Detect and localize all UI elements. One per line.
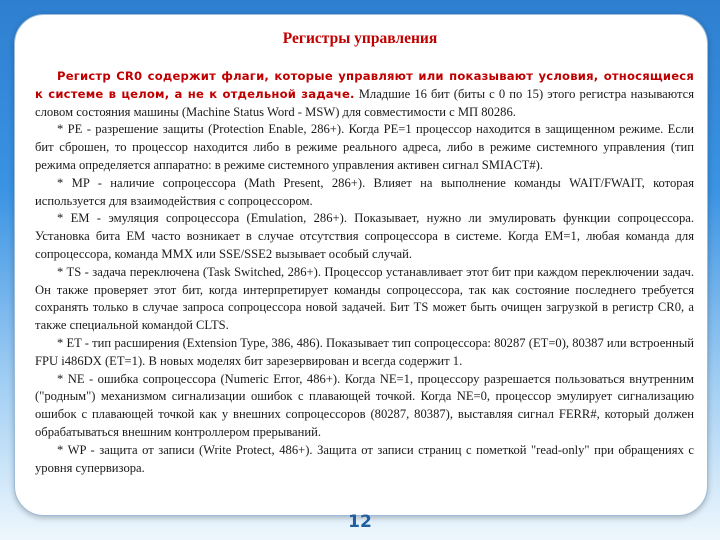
paragraph-ne: * NE - ошибка сопроцессора (Numeric Error, 486+). Когда NE=1, процессору разрешается пользоваться внутренним ("родным") механизмом сигнализации ошибок с плавающей точкой. Когда NE=0, процессор эмулирует сигнализацию ошибок с плавающей точкой как у внешних сопроцессоров (80287, 80387), выставляя сигнал FERR#, который должен обрабатываться внешним контроллером прерываний. [35,371,694,439]
paragraph-ts: * TS - задача переключена (Task Switched, 286+). Процессор устанавливает этот бит при каждом переключении задач. Он также проверяет этот бит, когда интерпретирует команды сопроцессора, так как состояние последнего требуется сохранять только в случае запроса сопроцессора новой задачей. Бит TS может быть очищен загрузкой в регистр CR0, а также специальной командой CLTS. [35,264,694,333]
slide-title: Регистры управления [282,30,438,47]
intro-paragraph [35,68,694,121]
slide-body [35,68,694,477]
paragraph-mp: * MP - наличие сопроцессора (Math Present, 286+). Влияет на выполнение команды WAIT/FWAIT, которая используется для взаимодействия с сопроцессором. [35,175,694,208]
paragraph-wp: * WP - защита от записи (Write Protect, 486+). Защита от записи страниц с пометкой "read-only" при обращениях с уровня супервизора. [35,442,694,475]
paragraph-et: * ET - тип расширения (Extension Type, 386, 486). Показывает тип сопроцессора: 80287 (ET=0), 80387 или встроенный FPU i486DX (ET=1). В новых моделях бит зарезервирован и всегда содержит 1. [35,335,694,368]
page-number: 12 [348,512,372,532]
intro-highlight: Регистр CR0 содержит флаги, которые управляют или показывают условия, относящиеся к системе в целом, а не к отдельной задаче. [35,69,694,101]
paragraph-pe: * PE - разрешение защиты (Protection Enable, 286+). Когда PE=1 процессор находится в защищенном режиме. Если бит сброшен, то процессор находится либо в режиме реального адреса, либо в режиме системного управления (тип режима определяется аппаратно: в режиме системного управления активен сигнал SMIACT#). [35,122,694,172]
intro-rest: Младшие 16 бит (биты с 0 по 15) этого регистра называются словом состояния машины (Machine Status Word - MSW) для совместимости с МП 80286. [35,86,694,119]
paragraph-em: * EM - эмуляция сопроцессора (Emulation, 286+). Показывает, нужно ли эмулировать функции сопроцессора. Установка бита EM часто возникает в случае отсутствия сопроцессора в системе. Когда EM=1, любая команда для сопроцессора, команда MMX или SSE/SSE2 вызывает особый случай. [35,211,694,261]
